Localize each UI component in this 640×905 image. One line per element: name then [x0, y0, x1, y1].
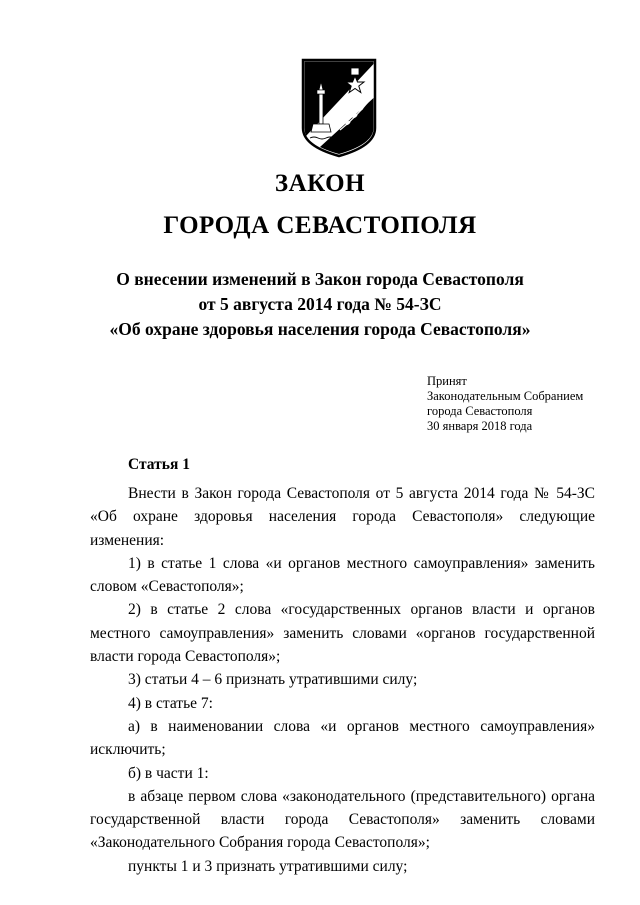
- document-title-line2: ГОРОДА СЕВАСТОПОЛЯ: [163, 212, 477, 239]
- paragraph: в абзаце первом слова «законодательного (представительного) органа государственной власти города Севастополя» заменить словами «Законодательного Собрания города Севастополя»;: [90, 787, 595, 852]
- adoption-note: [427, 374, 583, 434]
- paragraph: а) в наименовании слова «и органов местного самоуправления» исключить;: [90, 717, 595, 759]
- paragraph: Внести в Закон города Севастополя от 5 августа 2014 года № 54-ЗС «Об охране здоровья населения города Севастополя» следующие изменения:: [90, 485, 595, 549]
- paragraph: 1) в статье 1 слова «и органов местного самоуправления» заменить словом «Севастополя»;: [90, 554, 595, 596]
- document-subtitle-line1: О внесении изменений в Закон города Севастополя: [116, 269, 524, 289]
- paragraph: 3) статьи 4 – 6 признать утратившими силу;: [128, 671, 418, 689]
- paragraph: 2) в статье 2 слова «государственных органов власти и органов местного самоуправления» заменить словами «органов государственной власти города Севастополя»;: [90, 601, 595, 666]
- adoption-line: города Севастополя: [427, 404, 533, 418]
- adoption-line: Принят: [427, 374, 467, 388]
- document-title-line1: ЗАКОН: [274, 170, 366, 197]
- coat-of-arms-icon: [300, 58, 378, 158]
- adoption-date: 30 января 2018 года: [427, 419, 533, 433]
- article-body: [90, 482, 595, 878]
- article-heading: Статья 1: [128, 456, 190, 473]
- adoption-line: Законодательным Собранием: [427, 389, 584, 403]
- document-subtitle-line2: от 5 августа 2014 года № 54-ЗС: [198, 294, 442, 314]
- paragraph: пункты 1 и 3 признать утратившими силу;: [128, 857, 408, 875]
- document-subtitle-line3: «Об охране здоровья населения города Севастополя»: [109, 319, 531, 339]
- paragraph: б) в части 1:: [128, 764, 209, 782]
- paragraph: 4) в статье 7:: [128, 694, 213, 712]
